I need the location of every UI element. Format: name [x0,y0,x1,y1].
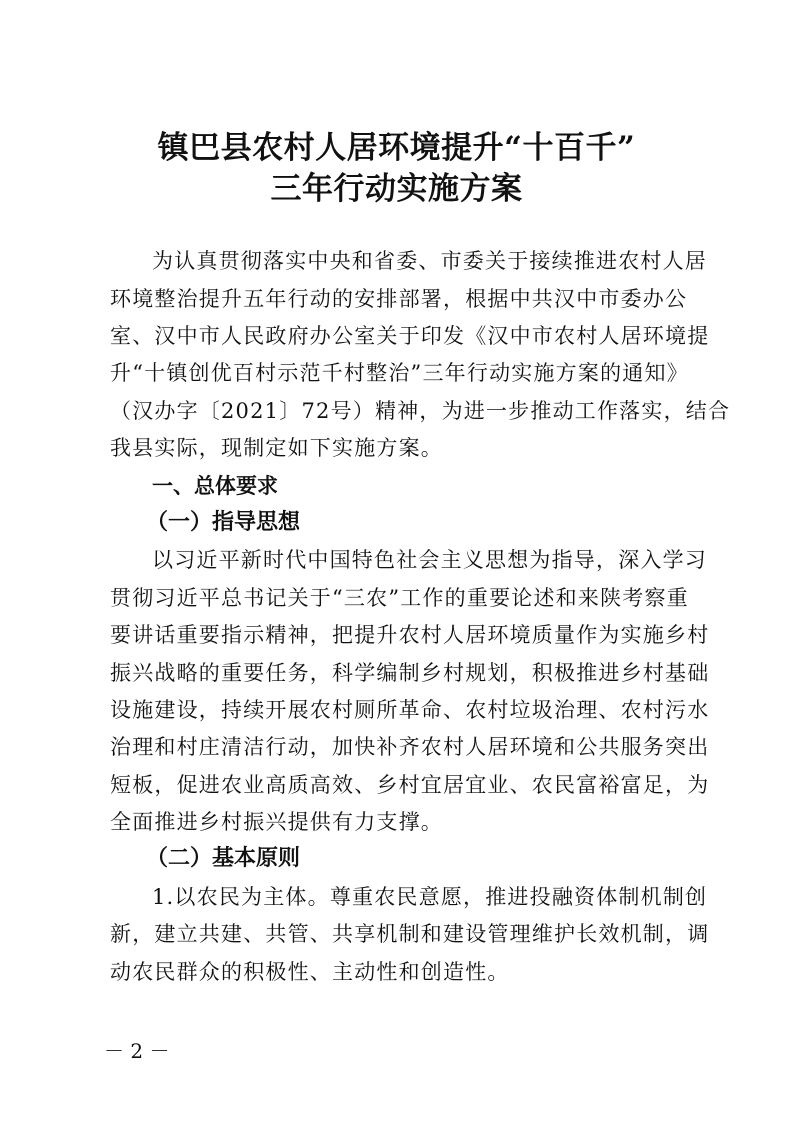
intro-line-6: 我县实际，现制定如下实施方案。 [110,436,443,460]
guiding-line-8: 全面推进乡村振兴提供有力支撑。 [110,810,443,834]
guiding-line-2: 贯彻习近平总书记关于“三农”工作的重要论述和来陕考察重 [110,586,689,610]
document-title-line-2: 三年行动实施方案 [270,171,523,207]
principle-line-3: 动农民群众的积极性、主动性和创造性。 [110,960,510,984]
principle-line-2: 新，建立共建、共管、共享机制和建设管理维护长效机制，调 [110,922,710,946]
guiding-line-3: 要讲话重要指示精神，把提升农村人居环境质量作为实施乡村 [110,623,710,647]
page-number: － 2 － [104,1039,170,1063]
guiding-line-5: 设施建设，持续开展农村厕所革命、农村垃圾治理、农村污水 [110,698,710,722]
guiding-line-1: 以习近平新时代中国特色社会主义思想为指导，深入学习 [152,548,707,572]
intro-line-4: 升“十镇创优百村示范千村整治”三年行动实施方案的通知》 [110,361,689,385]
intro-line-1: 为认真贯彻落实中央和省委、市委关于接续推进农村人居 [152,249,707,273]
intro-line-5: （汉办字〔2021〕72号）精神，为进一步推动工作落实，结合 [110,399,731,423]
section-heading-general-requirements: 一、总体要求 [152,474,278,498]
guiding-line-7: 短板，促进农业高质高效、乡村宜居宜业、农民富裕富足，为 [110,773,710,797]
intro-line-2: 环境整治提升五年行动的安排部署，根据中共汉中市委办公 [110,287,688,311]
subsection-heading-guiding-ideology: （一）指导思想 [146,510,301,535]
guiding-line-6: 治理和村庄清洁行动，加快补齐农村人居环境和公共服务突出 [110,735,710,759]
intro-line-3: 室、汉中市人民政府办公室关于印发《汉中市农村人居环境提 [110,324,710,348]
guiding-line-4: 振兴战略的重要任务，科学编制乡村规划，积极推进乡村基础 [110,661,710,685]
subsection-heading-basic-principles: （二）基本原则 [146,846,301,871]
principle-line-1: 1.以农民为主体。尊重农民意愿，推进投融资体制机制创 [152,885,708,909]
document-title-line-1: 镇巴县农村人居环境提升“十百千” [157,130,636,166]
